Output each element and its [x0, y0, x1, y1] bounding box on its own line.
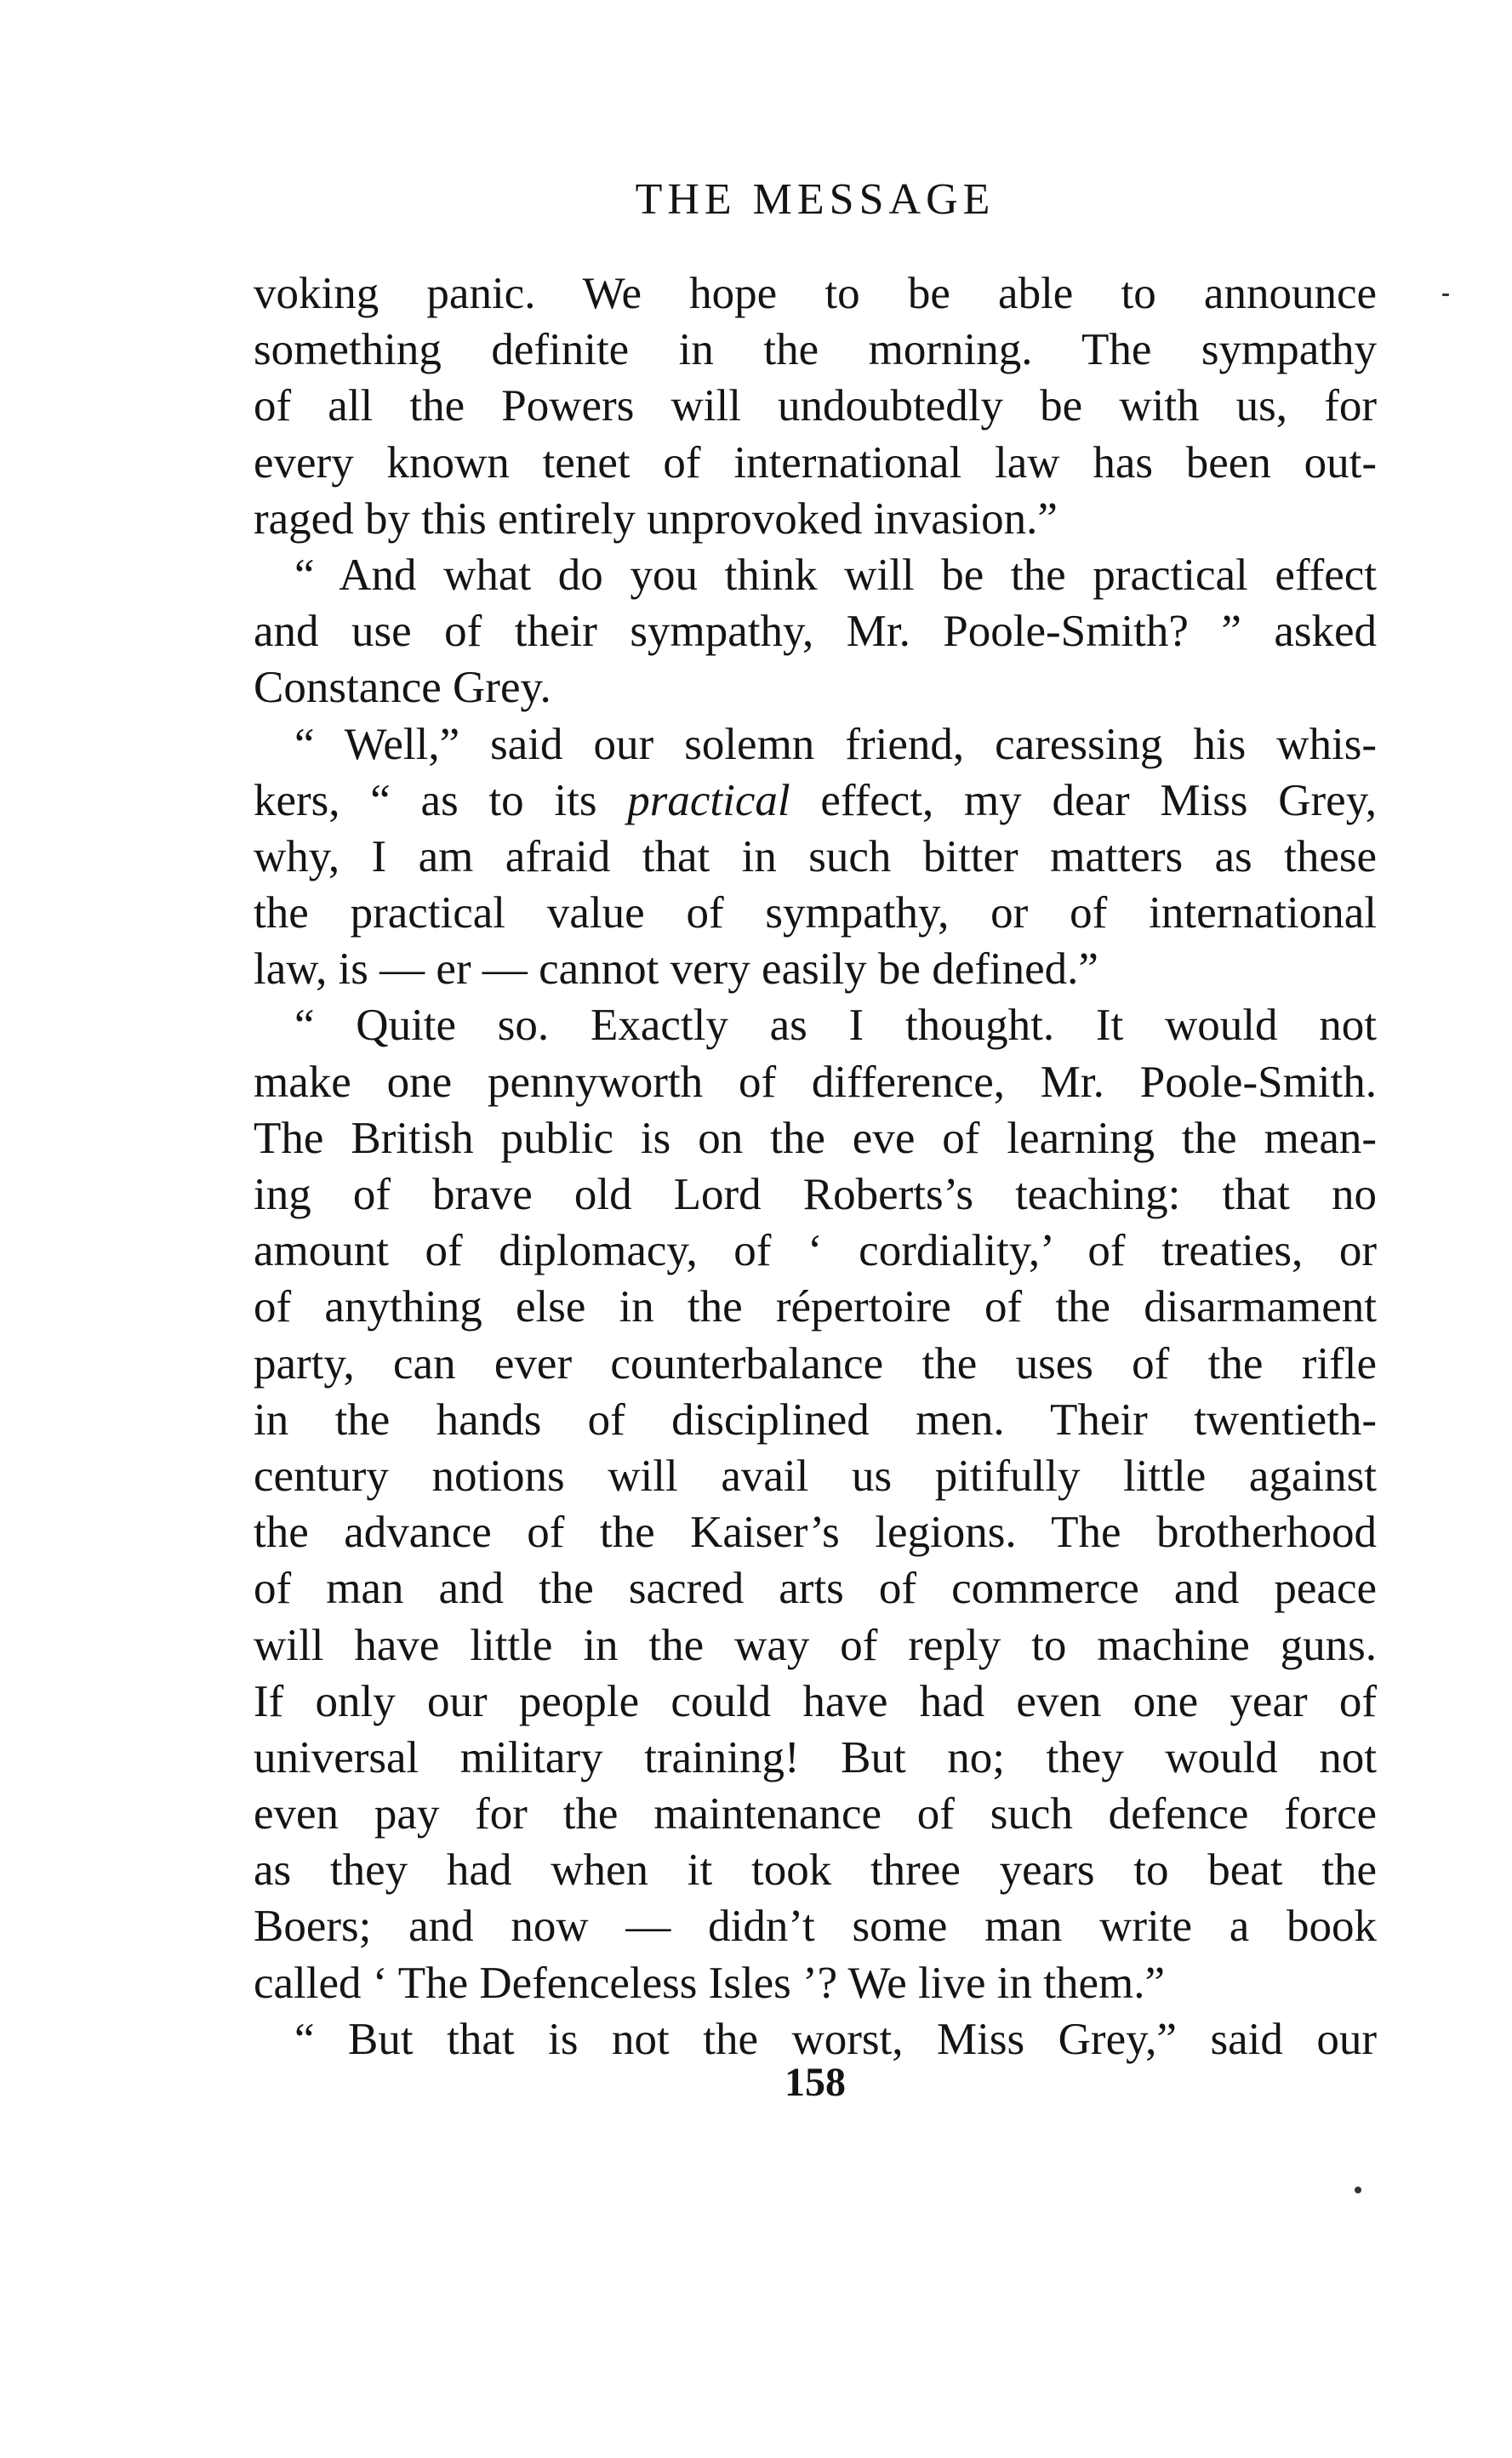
text-line: of all the Powers will undoubtedly be with us, for	[254, 381, 1377, 431]
text-line: make one pennyworth of difference, Mr. Poole-Smith.	[254, 1057, 1377, 1107]
text-line: universal military training! But no; they would not	[254, 1732, 1377, 1782]
page-body	[254, 265, 1377, 2067]
text-line: the advance of the Kaiser’s legions. The brotherhood	[254, 1508, 1377, 1558]
text-line: law, is — er — cannot very easily be defined.”	[254, 944, 1098, 995]
page-number: 158	[785, 2060, 846, 2105]
text-line: of anything else in the répertoire of the disarmament	[254, 1282, 1377, 1332]
text-line: even pay for the maintenance of such defence force	[254, 1789, 1377, 1839]
text-line: century notions will avail us pitifully little against	[254, 1451, 1377, 1501]
paragraph-first-line: “ Quite so. Exactly as I thought. It would not	[294, 1001, 1377, 1051]
paragraph-first-line: “ But that is not the worst, Miss Grey,” said our	[294, 2014, 1377, 2064]
text-line: called ‘ The Defenceless Isles ’? We live in them.”	[254, 1958, 1165, 2008]
text-line: voking panic. We hope to be able to announce	[254, 269, 1377, 318]
text-line: in the hands of disciplined men. Their twentieth-	[254, 1394, 1377, 1445]
text-line: amount of diplomacy, of ‘ cordiality,’ of treaties, or	[254, 1226, 1377, 1276]
text-line	[254, 773, 1377, 829]
text-line: raged by this entirely unprovoked invasion.”	[254, 493, 1058, 544]
text-line: If only our people could have had even one year of	[254, 1676, 1377, 1726]
text-line: of man and the sacred arts of commerce and peace	[254, 1564, 1377, 1614]
text-line: ing of brave old Lord Roberts’s teaching: that no	[254, 1170, 1377, 1219]
text-line: why, I am afraid that in such bitter matters as these	[254, 831, 1377, 881]
scan-speck	[1355, 2187, 1361, 2193]
running-header: THE MESSAGE	[635, 175, 996, 224]
text-segment: kers, “ as to its	[254, 775, 628, 825]
text-line: The British public is on the eve of learning the mean-	[254, 1113, 1377, 1163]
text-line: and use of their sympathy, Mr. Poole-Smith? ” asked	[254, 607, 1377, 657]
paragraph-first-line: “ And what do you think will be the practical effect	[294, 550, 1377, 600]
text-line: Boers; and now — didn’t some man write a book	[254, 1902, 1377, 1952]
text-line: the practical value of sympathy, or of international	[254, 888, 1377, 938]
text-line: Constance Grey.	[254, 663, 551, 713]
text-line: something definite in the morning. The sympathy	[254, 325, 1377, 375]
text-line: as they had when it took three years to beat the	[254, 1845, 1377, 1896]
text-segment: effect, my dear Miss Grey,	[790, 775, 1377, 825]
text-line: party, can ever counterbalance the uses of the rifle	[254, 1338, 1377, 1389]
text-line: every known tenet of international law has been out-	[254, 437, 1377, 488]
italic-word: practical	[627, 775, 790, 825]
paragraph-first-line: “ Well,” said our solemn friend, caressing his whis-	[294, 719, 1377, 769]
scan-speck	[1442, 294, 1449, 296]
text-line: will have little in the way of reply to machine guns.	[254, 1620, 1377, 1670]
